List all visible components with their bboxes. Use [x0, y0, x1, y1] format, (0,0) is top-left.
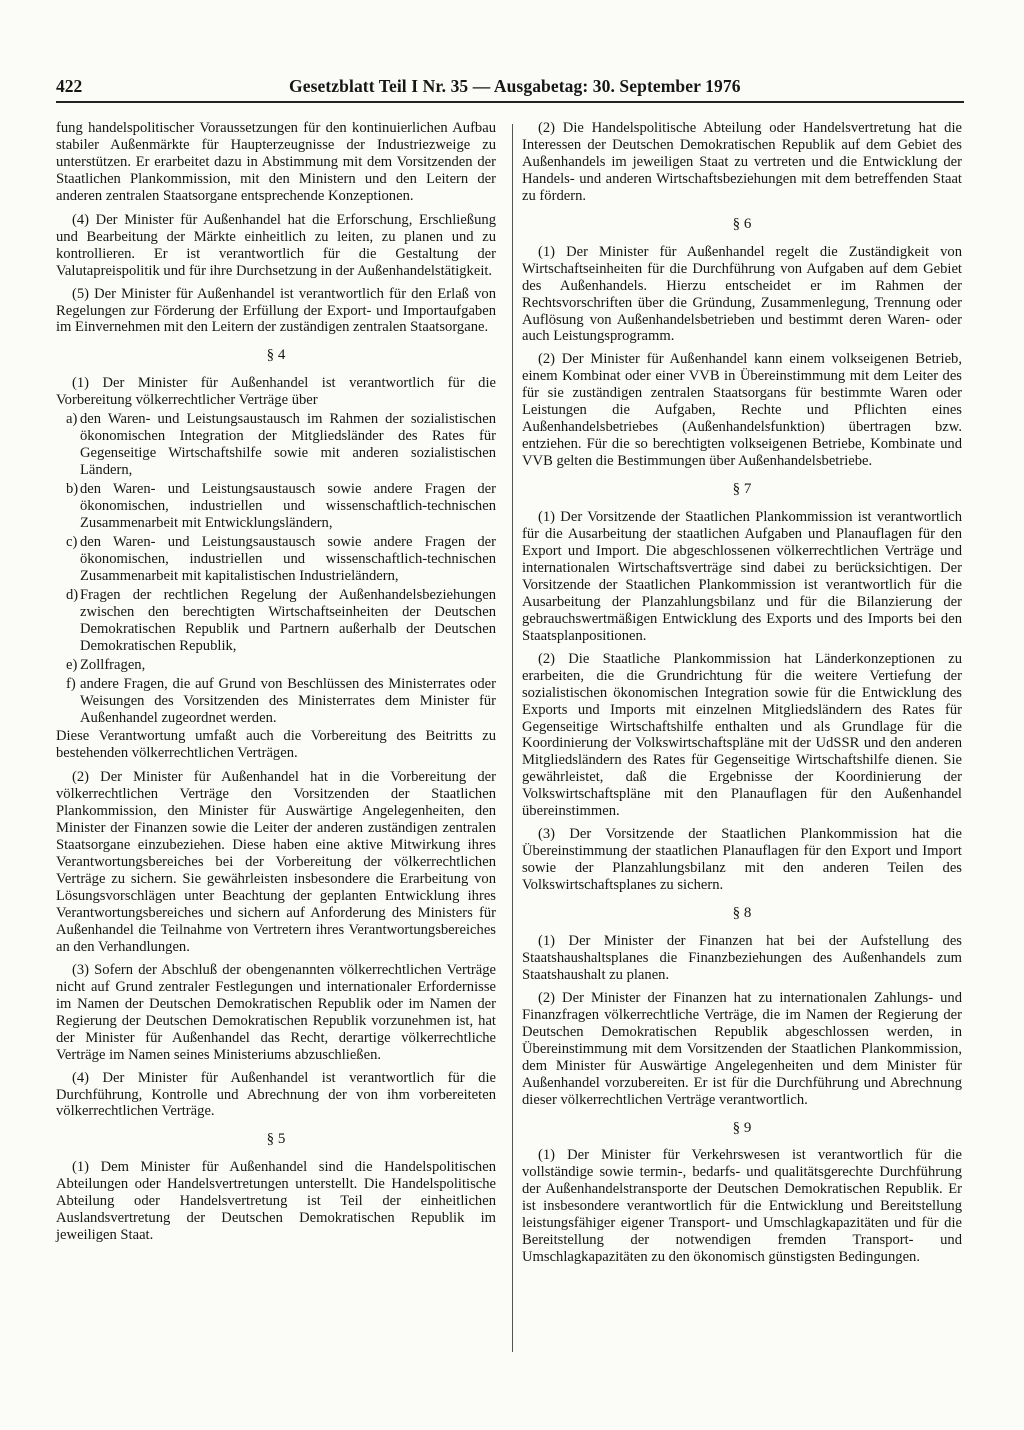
page-number: 422 — [56, 76, 83, 96]
column-divider — [512, 124, 513, 1352]
header-rule — [56, 101, 964, 103]
list-item-text: andere Fragen, die auf Grund von Beschlüssen des Ministerrates oder Weisungen des Vorsitzenden des Ministerrates dem Minister für Außenhandel zugeordnet werden. — [80, 675, 496, 726]
right-column — [522, 120, 962, 1272]
list-label: d) — [66, 586, 79, 603]
paragraph: (3) Der Vorsitzende der Staatlichen Plankommission hat die Übereinstimmung der staatlichen Planauflagen für den Export und Import sowie der Planzahlungsbilanz mit den anderen Teilen des Volkswirtschaftsplanes zu sichern. — [522, 826, 962, 894]
list-label: f) — [66, 675, 76, 692]
section-heading-4: § 4 — [266, 347, 286, 364]
paragraph: (5) Der Minister für Außenhandel ist verantwortlich für den Erlaß von Regelungen zur Förderung der Erfüllung der Export- und Importaufgaben im Einvernehmen mit den Leitern der zuständigen zentralen Staatsorgane. — [56, 285, 496, 336]
list-item-text: Fragen der rechtlichen Regelung der Außenhandelsbeziehungen zwischen den berechtigten Wirtschaftseinheiten der Deutschen Demokratischen Republik und Partnern außerhalb der Deutschen Demokratischen Republik, — [80, 586, 496, 654]
section-heading-5: § 5 — [266, 1131, 286, 1148]
paragraph: (1) Der Minister für Außenhandel regelt die Zuständigkeit von Wirtschaftseinheiten für die Durchführung von Aufgaben auf dem Gebiet des Außenhandels. Hierzu entscheidet er im Rahmen der Rechtsvorschriften über die Gründung, Zusammenlegung, Trennung oder Auflösung von Außenhandelsbetrieben und bestimmt deren Waren- oder auch Leistungsprogramm. — [522, 243, 962, 345]
list-item-text: Zollfragen, — [80, 656, 146, 673]
section-heading-8: § 8 — [732, 905, 752, 922]
paragraph: (4) Der Minister für Außenhandel ist verantwortlich für die Durchführung, Kontrolle und Abrechnung der von ihm vorbereiteten völkerrechtlichen Verträge. — [56, 1069, 496, 1120]
list-item — [56, 587, 496, 655]
paragraph: (2) Der Minister für Außenhandel kann einem volkseigenen Betrieb, einem Kombinat oder einer VVB in Übereinstimmung mit dem Leiter des für sie zuständigen zentralen Staatsorgans für bestimmte Waren oder Leistungen die Aufgaben, Rechte und Pflichten eines Außenhandelsbetriebes (Außenhandelsfunktion) übertragen bzw. entziehen. Für die so berechtigten volkseigenen Betriebe, Kombinate und VVB gelten die Bestimmungen über Außenhandelsbetriebe. — [522, 351, 962, 470]
list-label: e) — [66, 656, 78, 673]
list-item — [56, 411, 496, 479]
list-item-text: den Waren- und Leistungsaustausch im Rahmen der sozialistischen ökonomischen Integration der Mitgliedsländer des Rates für Gegenseitige Wirtschaftshilfe sowie mit anderen sozialistischen Ländern, — [80, 411, 496, 479]
list-label: c) — [66, 533, 78, 550]
paragraph: (4) Der Minister für Außenhandel hat die Erforschung, Erschließung und Bearbeitung der Märkte einheitlich zu leiten, zu planen und zu kontrollieren. Er ist verantwortlich für die Gestaltung der Valutapreispolitik und für ihre Durchsetzung in der Außenhandelstätigkeit. — [56, 211, 496, 279]
section-heading-6: § 6 — [732, 215, 752, 232]
enumerated-list — [56, 411, 496, 726]
paragraph: fung handelspolitischer Voraussetzungen für den kontinuierlichen Aufbau stabiler Außenmärkte für Haupterzeugnisse der Industriezweige zu unterstützen. Er erarbeitet dazu in Abstimmung mit dem Vorsitzenden der Staatlichen Plankommission, mit den Ministern und den Leitern der anderen zentralen Staatsorgane entsprechende Konzeptionen. — [56, 120, 496, 204]
left-column — [56, 120, 496, 1250]
paragraph: (1) Dem Minister für Außenhandel sind die Handelspolitischen Abteilungen oder Handelsvertretungen unterstellt. Die Handelspolitische Abteilung oder Handelsvertretung ist Teil der einheitlichen Auslandsvertretung der Deutschen Demokratischen Republik im jeweiligen Staat. — [56, 1159, 496, 1244]
page-header — [56, 76, 964, 104]
list-item-text: den Waren- und Leistungsaustausch sowie andere Fragen der ökonomischen, industriellen und wissenschaftlich-technischen Zusammenarbeit mit Entwicklungsländern, — [80, 481, 496, 532]
paragraph: (1) Der Minister für Verkehrswesen ist verantwortlich für die vollständige sowie termin-, bedarfs- und qualitätsgerechte Durchführung der Außenhandelstransporte der Deutschen Demokratischen Republik. Er ist insbesondere verantwortlich für die Entwicklung und Bereitstellung leistungsfähiger eigener Transport- und Umschlagkapazitäten und für die Bereitstellung der notwendigen fremden Transport- und Umschlagkapazitäten zu den ökonomisch günstigsten Bedingungen. — [522, 1147, 962, 1266]
list-item-text: den Waren- und Leistungsaustausch sowie andere Fragen der ökonomischen, industriellen und wissenschaftlich-technischen Zusammenarbeit mit kapitalistischen Industrieländern, — [80, 533, 496, 584]
paragraph: (2) Die Handelspolitische Abteilung oder Handelsvertretung hat die Interessen der Deutschen Demokratischen Republik auf dem Gebiet des Außenhandels im jeweiligen Staat zu vertreten und die Entwicklung der Handels- und anderen Wirtschaftsbeziehungen mit dem betreffenden Staat zu fördern. — [522, 120, 962, 204]
list-label: b) — [66, 481, 79, 498]
list-label: a) — [66, 411, 78, 428]
paragraph: (3) Sofern der Abschluß der obengenannten völkerrechtlichen Verträge nicht auf Grund zentraler Festlegungen und internationaler Erfordernisse im Namen der Deutschen Demokratischen Republik oder im Namen der Regierung der Deutschen Demokratischen Republik vorzunehmen ist, hat der Minister für Außenhandel das Recht, derartige völkerrechtliche Verträge im Namen seines Ministeriums abzuschließen. — [56, 961, 496, 1063]
paragraph: (1) Der Vorsitzende der Staatlichen Plankommission ist verantwortlich für die Ausarbeitung der staatlichen Aufgaben und Planauflagen für den Export und Import. Die abgeschlossenen völkerrechtlichen Verträge und internationalen Wirtschaftsverträge sind dabei zu berücksichtigen. Der Vorsitzende der Staatlichen Plankommission ist verantwortlich für die Ausarbeitung der Planzahlungsbilanz und für die Bilanzierung der gebrauchswertmäßigen Entwicklung des Exports und des Imports bei den Staatsplanpositionen. — [522, 509, 962, 644]
paragraph: (1) Der Minister für Außenhandel ist verantwortlich für die Vorbereitung völkerrechtlicher Verträge über — [56, 375, 496, 409]
paragraph: (2) Der Minister für Außenhandel hat in die Vorbereitung der völkerrechtlichen Verträge den Vorsitzenden der Staatlichen Plankommission, den Minister für Auswärtige Angelegenheiten, den Minister der Finanzen sowie die Leiter der anderen zuständigen zentralen Staatsorgane einzubeziehen. Diese haben eine aktive Mitwirkung ihres Verantwortungsbereiches bei der Vorbereitung der völkerrechtlichen Verträge zu sichern. Sie gewährleisten insbesondere die Erarbeitung von Lösungsvorschlägen unter Beachtung der geplanten Entwicklung ihres Verantwortungsbereiches und sichern auf Anforderung des Ministers für Außenhandel die Teilnahme von Vertretern ihres Verantwortungsbereiches an den Verhandlungen. — [56, 769, 496, 955]
paragraph: (2) Der Minister der Finanzen hat zu internationalen Zahlungs- und Finanzfragen völkerrechtliche Verträge, die im Namen der Regierung der Deutschen Demokratischen Republik abgeschlossen werden, in Übereinstimmung mit dem Vorsitzenden der Staatlichen Plankommission, dem Minister für Auswärtige Angelegenheiten und dem Minister für Außenhandel vorzubereiten. Er ist für die Durchführung und Abrechnung dieser völkerrechtlichen Verträge verantwortlich. — [522, 989, 962, 1108]
paragraph: (2) Die Staatliche Plankommission hat Länderkonzeptionen zu erarbeiten, die die Grundrichtung für die weitere Vertiefung der sozialistischen ökonomischen Integration sowie für die Entwicklung des Exports und Imports mit einzelnen Mitgliedsländern des Rates für Gegenseitige Wirtschaftshilfe enthalten und als Grundlage für die Koordinierung der Volkswirtschaftspläne mit der UdSSR und den anderen Mitgliedsländern des Rates für Gegenseitige Wirtschaftshilfe dienen. Sie gewährleistet, daß die Ergebnisse der Koordinierung der Volkswirtschaftspläne mit den Planauflagen für den Außenhandel übereinstimmen. — [522, 650, 962, 820]
list-item — [56, 481, 496, 532]
list-item — [56, 534, 496, 585]
section-heading-7: § 7 — [732, 481, 752, 498]
list-item — [56, 657, 496, 674]
section-heading-9: § 9 — [732, 1119, 752, 1136]
paragraph: (1) Der Minister der Finanzen hat bei der Aufstellung des Staatshaushaltsplanes die Finanzbeziehungen des Außenhandels zum Staatshaushalt zu planen. — [522, 932, 962, 983]
paragraph: Diese Verantwortung umfaßt auch die Vorbereitung des Beitritts zu bestehenden völkerrechtlichen Verträgen. — [56, 728, 496, 762]
list-item — [56, 676, 496, 727]
running-title: Gesetzblatt Teil I Nr. 35 — Ausgabetag: 30. September 1976 — [289, 76, 741, 96]
